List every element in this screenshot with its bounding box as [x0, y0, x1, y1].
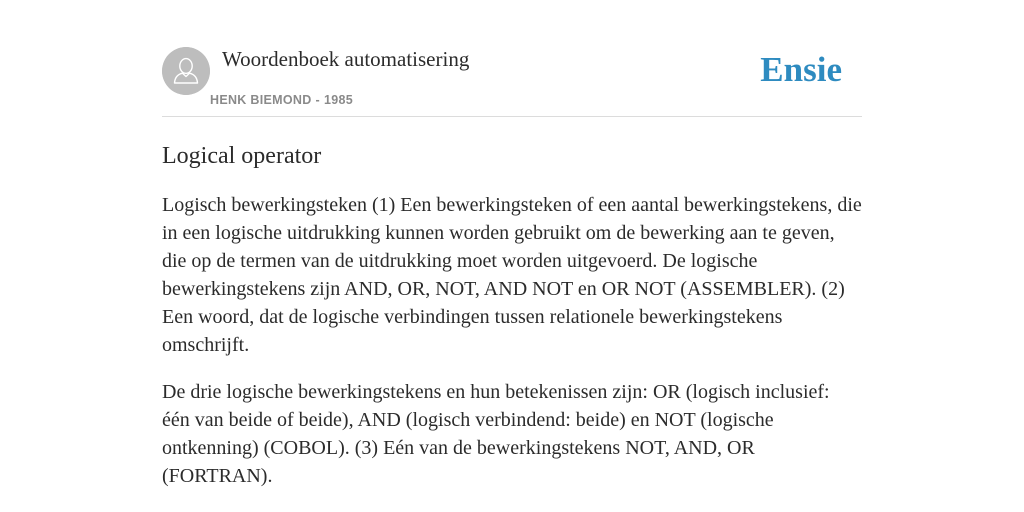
- card-header: [162, 44, 862, 117]
- definition-paragraph: Logisch bewerkingsteken (1) Een bewerkingsteken of een aantal bewerkingstekens, die in een logische uitdrukking kunnen worden gebruikt om de bewerking aan te geven, die op de termen van de uitdrukking moet worden uitgevoerd. De logische bewerkingstekens zijn AND, OR, NOT, AND NOT en OR NOT (ASSEMBLER). (2) Een woord, dat de logische verbindingen tussen relationele bewerkingstekens omschrijft.: [162, 194, 862, 356]
- publication-year: 1985: [324, 93, 354, 107]
- entry-term: Logical operator: [162, 143, 322, 169]
- book-title[interactable]: Woordenboek automatisering: [222, 47, 470, 71]
- author-name[interactable]: HENK BIEMOND: [210, 93, 312, 107]
- user-silhouette-icon[interactable]: [162, 47, 210, 95]
- brand-logo[interactable]: Ensie: [760, 50, 842, 89]
- author-year-separator: -: [315, 93, 320, 107]
- definition-card: [162, 44, 862, 490]
- definition-paragraph: De drie logische bewerkingstekens en hun betekenissen zijn: OR (logisch inclusief: één van beide of beide), AND (logisch verbindend: beide) en NOT (logische ontkenning) (COBOL). (3) Eén van de bewerkingstekens NOT, AND, OR (FORTRAN).: [162, 381, 830, 487]
- author-line: [210, 93, 353, 107]
